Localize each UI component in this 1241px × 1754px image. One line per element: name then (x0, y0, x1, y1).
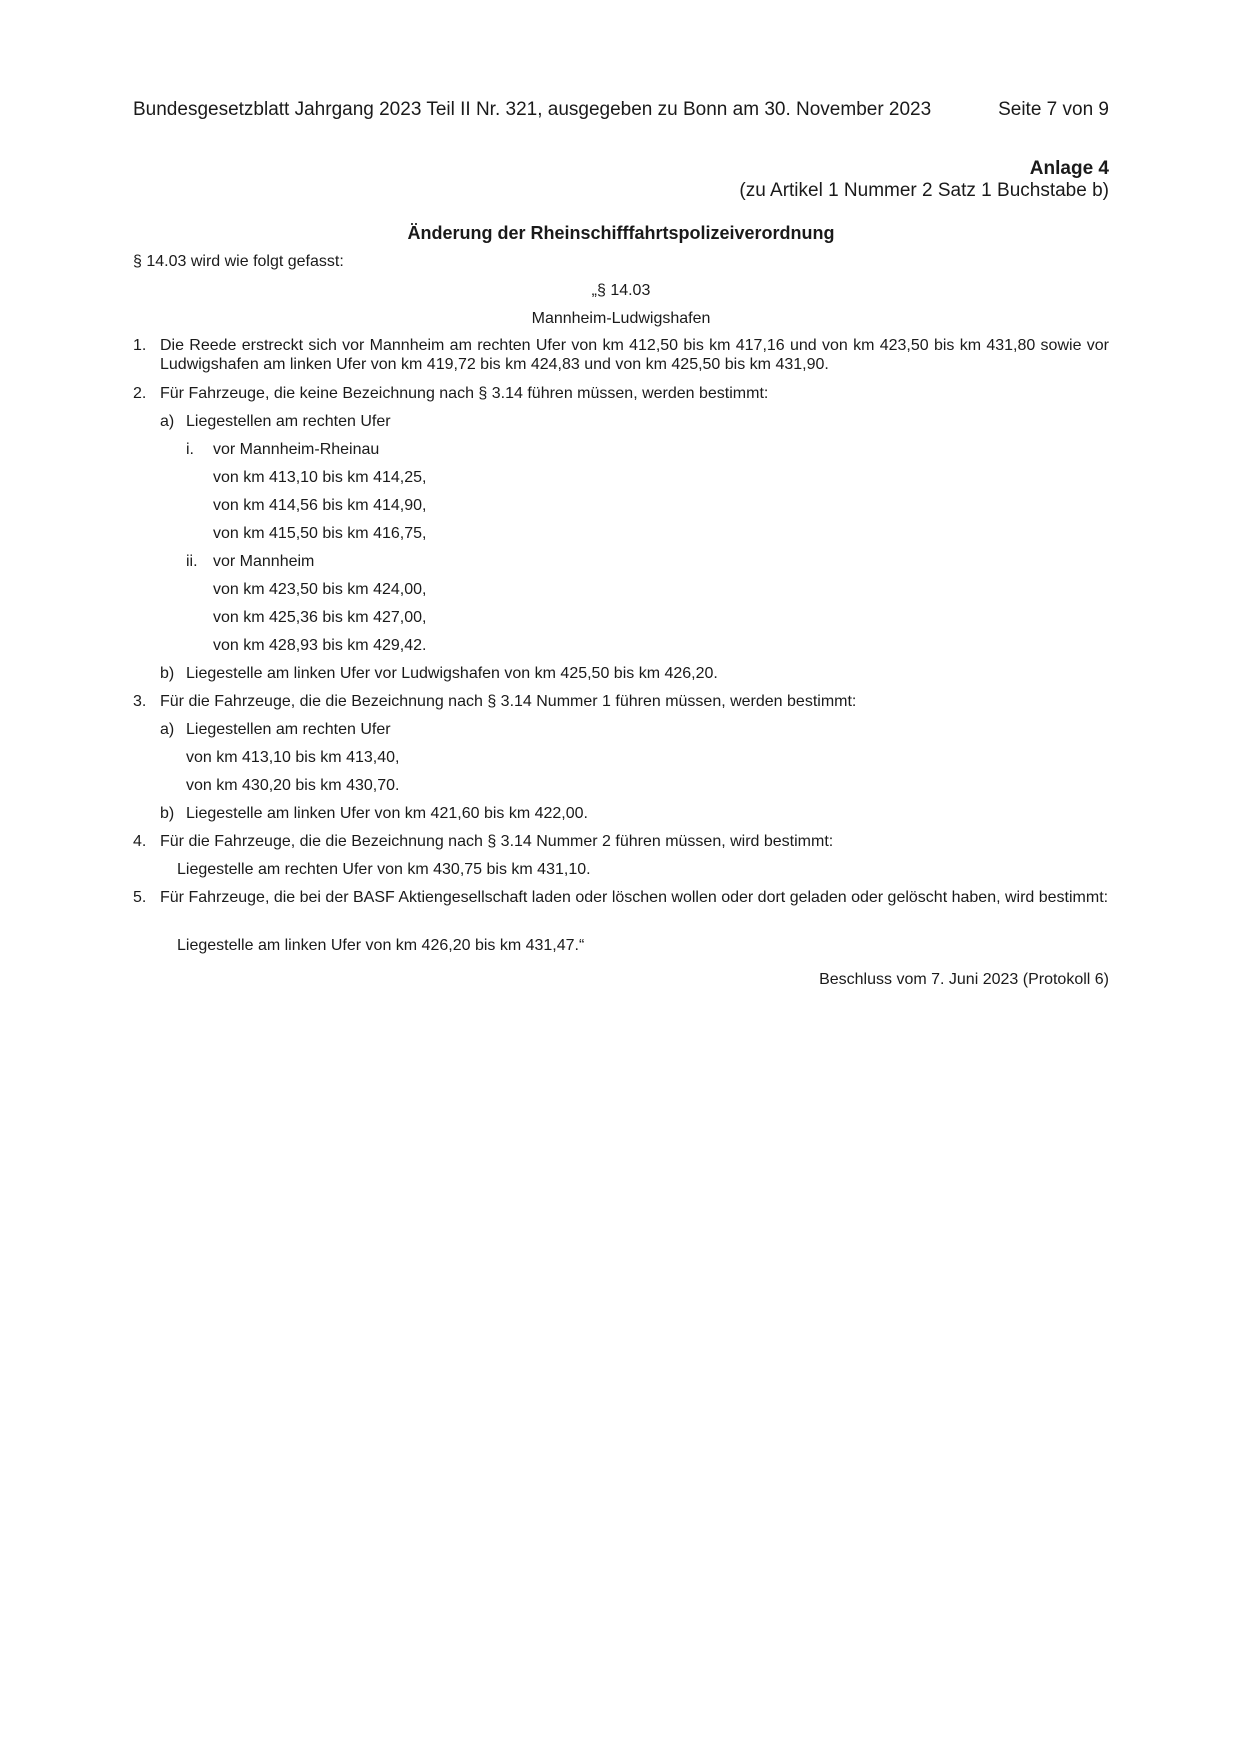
annex-label (739, 158, 1109, 202)
list-item-text: Für Fahrzeuge, die bei der BASF Aktiengesellschaft laden oder löschen wollen oder dort geladen oder gelöscht haben, wird bestimmt: (160, 889, 1109, 906)
sub-item-text: Liegestellen am rechten Ufer (186, 413, 391, 430)
sub-item-text: Liegestelle am linken Ufer von km 426,20 bis km 431,47.“ (177, 937, 585, 954)
list-item-number: 1. (133, 337, 147, 354)
sub-item-letter: a) (160, 413, 175, 430)
resolution-note: Beschluss vom 7. Juni 2023 (Protokoll 6) (819, 971, 1109, 988)
sub-item-letter: a) (160, 721, 175, 738)
document-heading: Änderung der Rheinschifffahrtspolizeiverordnung (407, 223, 835, 243)
km-range-line: von km 430,20 bis km 430,70. (186, 777, 400, 794)
gazette-citation: Bundesgesetzblatt Jahrgang 2023 Teil II Nr. 321, ausgegeben zu Bonn am 30. November 2023 (133, 99, 932, 120)
list-item-number: 3. (133, 693, 147, 710)
list-item-text: Für Fahrzeuge, die keine Bezeichnung nach § 3.14 führen müssen, werden bestimmt: (160, 385, 769, 402)
km-range-line: von km 415,50 bis km 416,75, (213, 525, 427, 542)
list-item-number: 5. (133, 889, 147, 906)
document-page (133, 0, 1109, 1754)
list-item-text: Für die Fahrzeuge, die die Bezeichnung nach § 3.14 Nummer 2 führen müssen, wird bestimmt: (160, 833, 834, 850)
list-item-number: 4. (133, 833, 147, 850)
sub-item-letter: b) (160, 805, 175, 822)
sub-sub-item-numeral: i. (186, 441, 194, 458)
sub-sub-item-numeral: ii. (186, 553, 198, 570)
km-range-line: von km 414,56 bis km 414,90, (213, 497, 427, 514)
list-item-number: 2. (133, 385, 147, 402)
paragraph-name: Mannheim-Ludwigshafen (531, 310, 711, 327)
list-item-text: Für die Fahrzeuge, die die Bezeichnung nach § 3.14 Nummer 1 führen müssen, werden bestimmt: (160, 693, 857, 710)
paragraph-number: „§ 14.03 (591, 282, 651, 299)
sub-item-text: Liegestellen am rechten Ufer (186, 721, 391, 738)
km-range-line: von km 425,36 bis km 427,00, (213, 609, 427, 626)
sub-item-text: Liegestelle am linken Ufer vor Ludwigshafen von km 425,50 bis km 426,20. (186, 665, 718, 682)
km-range-line: von km 413,10 bis km 413,40, (186, 749, 400, 766)
sub-item-letter: b) (160, 665, 175, 682)
list-item-text: Die Reede erstreckt sich vor Mannheim am rechten Ufer von km 412,50 bis km 417,16 und von km 423,50 bis km 431,80 sowie vor Ludwigshafen am linken Ufer von km 419,72 bis km 424,83 und von km 425,50 bis km 431,90. (160, 337, 1109, 373)
intro-text: § 14.03 wird wie folgt gefasst: (133, 253, 344, 270)
sub-item-text: Liegestelle am linken Ufer von km 421,60 bis km 422,00. (186, 805, 588, 822)
sub-sub-item-text: vor Mannheim (213, 553, 315, 570)
sub-sub-item-text: vor Mannheim-Rheinau (213, 441, 380, 458)
annex-title: Anlage 4 (1029, 158, 1109, 179)
sub-item-text: Liegestelle am rechten Ufer von km 430,75 bis km 431,10. (177, 861, 591, 878)
km-range-line: von km 423,50 bis km 424,00, (213, 581, 427, 598)
page-number: Seite 7 von 9 (998, 99, 1109, 120)
km-range-line: von km 413,10 bis km 414,25, (213, 469, 427, 486)
km-range-line: von km 428,93 bis km 429,42. (213, 637, 427, 654)
annex-reference: (zu Artikel 1 Nummer 2 Satz 1 Buchstabe b) (739, 180, 1109, 201)
